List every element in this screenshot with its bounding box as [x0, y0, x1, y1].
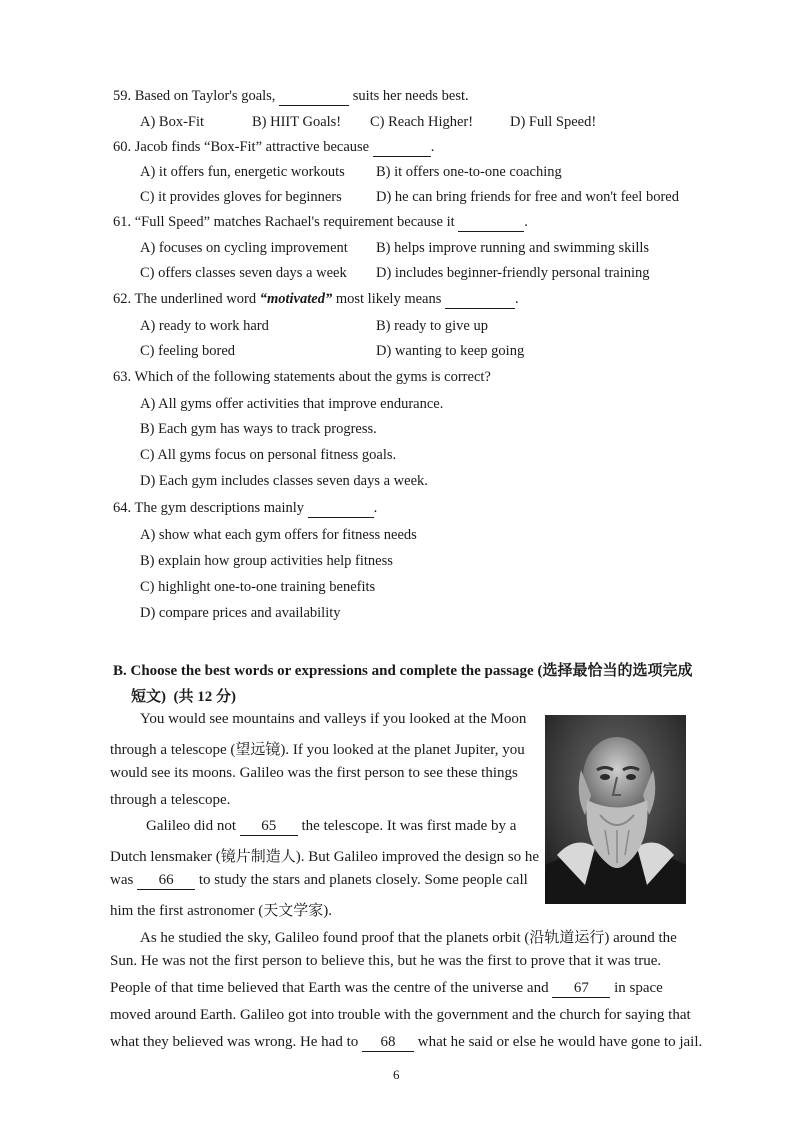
question-64 — [113, 500, 377, 518]
option-62-b[interactable]: B) ready to give up — [376, 318, 488, 334]
option-60-d[interactable]: D) he can bring friends for free and won't feel bored — [376, 189, 679, 205]
question-59-prefix: 59. Based on Taylor's goals, — [113, 88, 276, 104]
option-59-b[interactable]: B) HIIT Goals! — [252, 114, 342, 130]
passage-text: the telescope. It was first made by a — [301, 818, 517, 834]
underlined-word: “motivated” — [259, 291, 333, 307]
question-63: 63. Which of the following statements about the gyms is correct? — [113, 369, 491, 385]
passage-line: through a telescope (望远镜). If you looked at the planet Jupiter, you — [110, 742, 525, 758]
passage-line: You would see mountains and valleys if you looked at the Moon — [140, 711, 527, 727]
answer-blank-64[interactable] — [308, 500, 374, 518]
question-59 — [113, 88, 469, 106]
option-59-a[interactable]: A) Box-Fit — [140, 114, 205, 130]
answer-blank-68[interactable]: 68 — [362, 1034, 414, 1052]
option-61-d[interactable]: D) includes beginner-friendly personal training — [376, 265, 650, 281]
option-63-a[interactable]: A) All gyms offer activities that improve endurance. — [140, 396, 444, 412]
passage-line: Dutch lensmaker (镜片制造人). But Galileo improved the design so he — [110, 849, 540, 865]
section-b-heading-cont: 短文) (共 12 分) — [131, 689, 236, 705]
answer-blank-67[interactable]: 67 — [552, 980, 610, 998]
option-62-a[interactable]: A) ready to work hard — [140, 318, 269, 334]
passage-text: Galileo did not — [146, 818, 236, 834]
option-62-c[interactable]: C) feeling bored — [140, 343, 236, 359]
option-59-c[interactable]: C) Reach Higher! — [370, 114, 474, 130]
passage-text: to study the stars and planets closely. Some people call — [198, 872, 528, 888]
question-62-suffix: . — [514, 291, 519, 307]
question-60-suffix: . — [430, 139, 435, 155]
option-60-c[interactable]: C) it provides gloves for beginners — [140, 189, 342, 205]
answer-blank-59[interactable] — [279, 88, 349, 106]
answer-blank-62[interactable] — [445, 291, 515, 309]
answer-blank-65[interactable]: 65 — [240, 818, 298, 836]
option-62-d[interactable]: D) wanting to keep going — [376, 343, 525, 359]
passage-line: through a telescope. — [110, 792, 231, 808]
passage-line — [110, 1034, 702, 1052]
question-61 — [113, 214, 528, 232]
answer-blank-66[interactable]: 66 — [137, 872, 195, 890]
option-63-b[interactable]: B) Each gym has ways to track progress. — [140, 421, 377, 437]
question-62 — [113, 291, 519, 309]
passage-line: moved around Earth. Galileo got into trouble with the government and the church for saying that — [110, 1007, 691, 1023]
page-number: 6 — [393, 1067, 400, 1082]
option-60-a[interactable]: A) it offers fun, energetic workouts — [140, 164, 345, 180]
option-61-b[interactable]: B) helps improve running and swimming skills — [376, 240, 650, 256]
passage-text: People of that time believed that Earth was the centre of the universe and — [110, 980, 549, 996]
option-64-b[interactable]: B) explain how group activities help fitness — [140, 553, 393, 569]
question-60-prefix: 60. Jacob finds “Box-Fit” attractive because — [113, 139, 370, 155]
passage-text: in space — [614, 980, 663, 996]
passage-line — [146, 818, 516, 836]
passage-line: him the first astronomer (天文学家). — [110, 903, 333, 919]
option-63-c[interactable]: C) All gyms focus on personal fitness goals. — [140, 447, 397, 463]
option-64-d[interactable]: D) compare prices and availability — [140, 605, 341, 621]
question-61-prefix: 61. “Full Speed” matches Rachael's requirement because it — [113, 214, 455, 230]
passage-line — [110, 980, 663, 998]
passage-line: As he studied the sky, Galileo found proof that the planets orbit (沿轨道运行) around the — [140, 930, 677, 946]
option-61-c[interactable]: C) offers classes seven days a week — [140, 265, 347, 281]
question-62-prefix: 62. The underlined word — [113, 291, 257, 307]
passage-text: was — [110, 872, 134, 888]
passage-line: Sun. He was not the first person to believe this, but he was the first to prove that it was true. — [110, 953, 662, 969]
option-60-b[interactable]: B) it offers one-to-one coaching — [376, 164, 562, 180]
answer-blank-61[interactable] — [458, 214, 524, 232]
option-63-d[interactable]: D) Each gym includes classes seven days a week. — [140, 473, 428, 489]
passage-text: what they believed was wrong. He had to — [110, 1034, 359, 1050]
passage-line: would see its moons. Galileo was the first person to see these things — [110, 765, 518, 781]
galileo-portrait — [545, 715, 686, 904]
passage-line — [110, 872, 528, 890]
option-59-d[interactable]: D) Full Speed! — [510, 114, 597, 130]
option-64-c[interactable]: C) highlight one-to-one training benefits — [140, 579, 376, 595]
question-60 — [113, 139, 434, 157]
section-b-heading: B. Choose the best words or expressions and complete the passage (选择最恰当的选项完成 — [113, 663, 693, 679]
option-64-a[interactable]: A) show what each gym offers for fitness needs — [140, 527, 417, 543]
answer-blank-60[interactable] — [373, 139, 431, 157]
question-59-suffix: suits her needs best. — [352, 88, 469, 104]
question-61-suffix: . — [524, 214, 528, 230]
question-62-middle: most likely means — [335, 291, 442, 307]
passage-text: what he said or else he would have gone to jail. — [417, 1034, 703, 1050]
question-64-suffix: . — [373, 500, 378, 516]
question-64-prefix: 64. The gym descriptions mainly — [113, 500, 305, 516]
option-61-a[interactable]: A) focuses on cycling improvement — [140, 240, 348, 256]
